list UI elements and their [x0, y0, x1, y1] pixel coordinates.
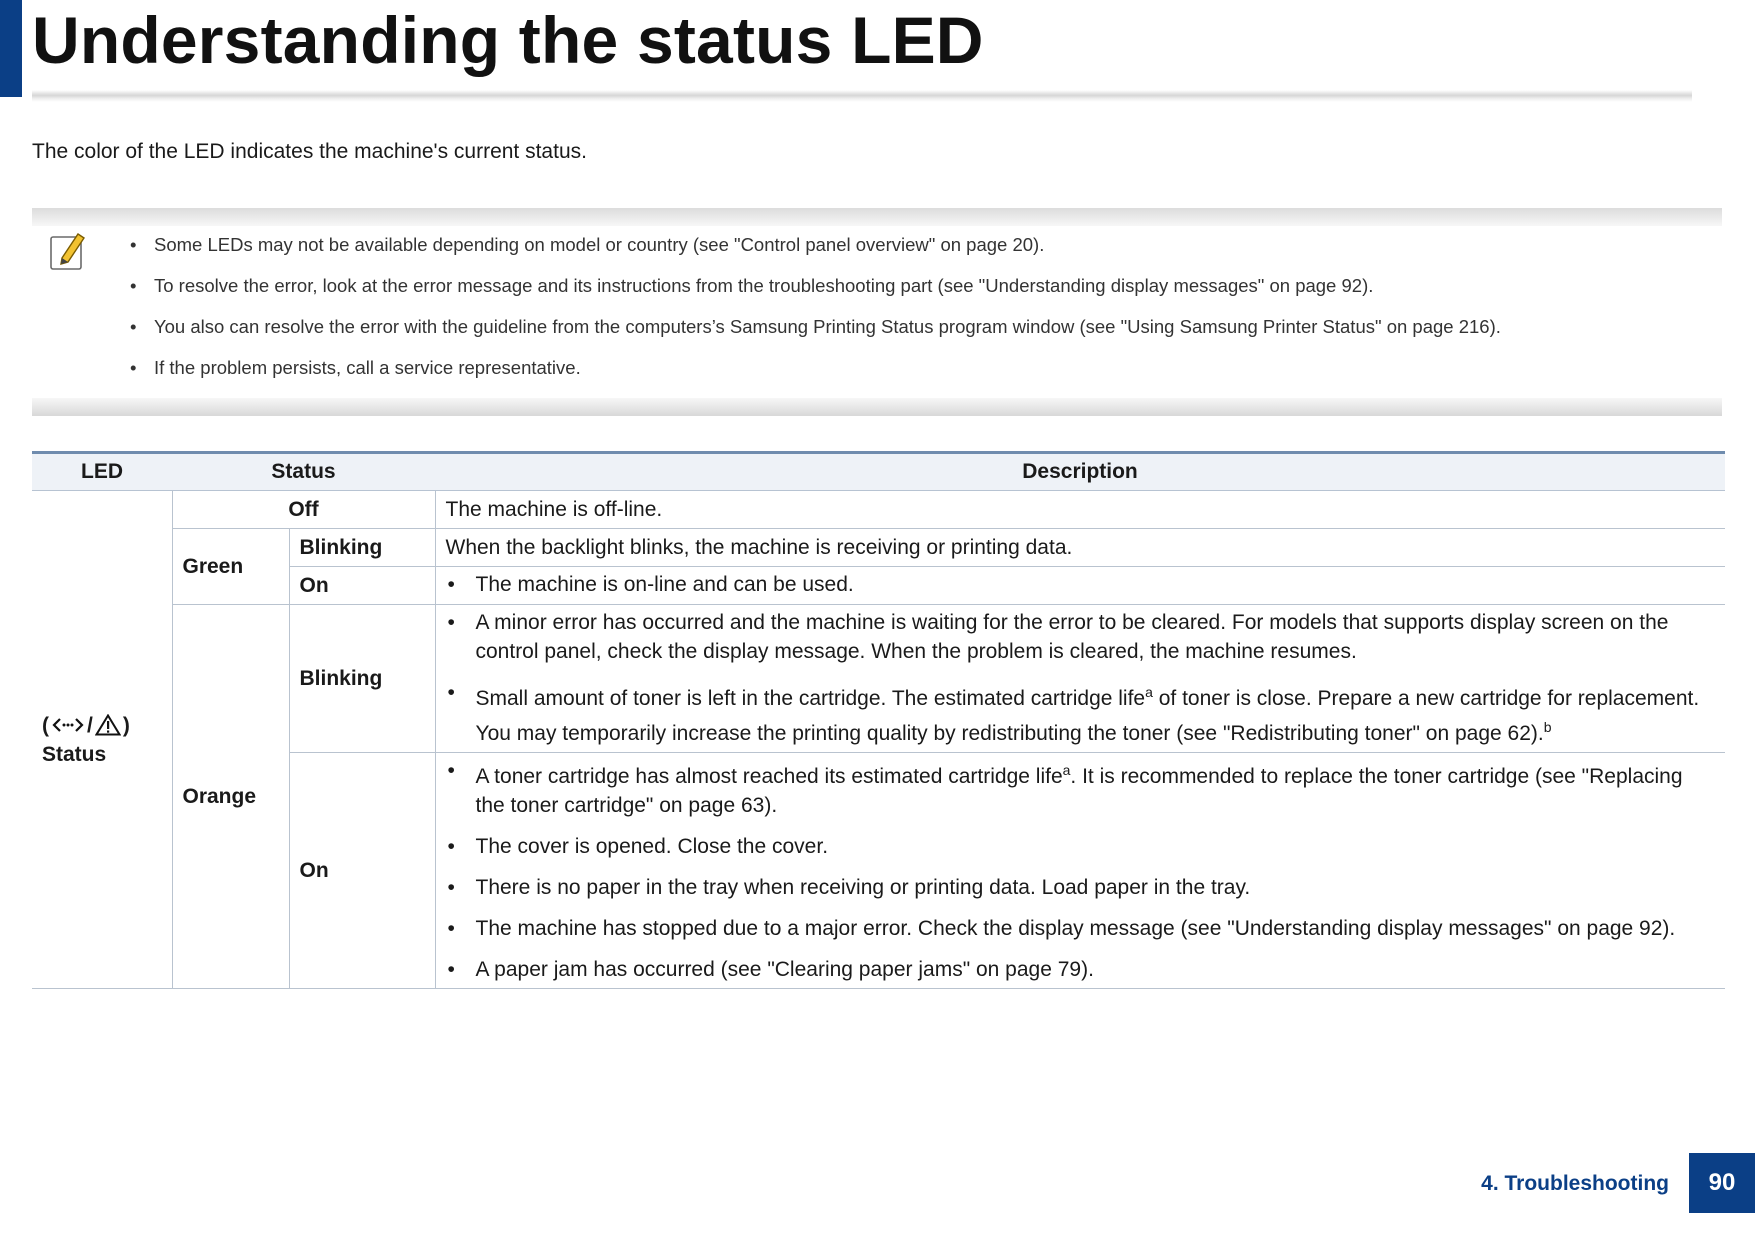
header-status: Status	[172, 453, 435, 491]
footnote-ref: a	[1145, 684, 1153, 700]
note-item: • You also can resolve the error with the guideline from the computers’s Samsung Printing Status program window (see "Using Samsung Printer Status" on page 216).	[124, 316, 1501, 338]
header-led: LED	[32, 453, 172, 491]
note-pencil-icon	[48, 228, 88, 274]
list-item: • A paper jam has occurred (see "Clearing paper jams" on page 79).	[446, 955, 1716, 984]
note-box	[32, 208, 1722, 416]
description-orange-blinking	[435, 605, 1725, 753]
note-item: • If the problem persists, call a service representative.	[124, 357, 1501, 379]
table-header-row	[32, 453, 1725, 491]
state-orange-on: On	[289, 753, 435, 989]
footnote-ref: b	[1543, 719, 1552, 735]
description-green-blinking: When the backlight blinks, the machine is receiving or printing data.	[435, 529, 1725, 567]
list-item	[446, 678, 1716, 748]
description-off: The machine is off-line.	[435, 491, 1725, 529]
header-description: Description	[435, 453, 1725, 491]
list-item: • The machine has stopped due to a major error. Check the display message (see "Understanding display messages" on page 92).	[446, 914, 1716, 943]
led-status-table	[32, 451, 1725, 989]
bullet-text: A toner cartridge has almost reached its estimated cartridge life	[475, 765, 1063, 788]
bullet-text: . It is recommended to replace the toner cartridge (see "Replacing the toner cartridge" on page 63).	[475, 765, 1683, 817]
status-off: Off	[172, 491, 435, 529]
table-row	[32, 529, 1725, 567]
status-green: Green	[172, 529, 289, 605]
title-accent-bar	[0, 0, 22, 97]
wireless-arrows-icon	[51, 715, 85, 735]
led-label: Status	[42, 742, 107, 766]
title-divider	[32, 90, 1692, 102]
list-item: • The machine is on-line and can be used.	[446, 570, 1716, 599]
close-paren: )	[122, 713, 130, 737]
table-row	[32, 605, 1725, 753]
bullet-text: of toner is close. Prepare a new cartridge for replacement. You may temporarily increase the printing quality by redistributing the toner (see "Redistributing toner" on page 62).	[475, 687, 1700, 745]
intro-text: The color of the LED indicates the machine's current status.	[32, 140, 587, 163]
warning-triangle-icon	[95, 714, 121, 736]
list-item: • A minor error has occurred and the machine is waiting for the error to be cleared. For models that supports display screen on the control panel, check the display message. When the problem is cleared, the machine resumes.	[446, 608, 1716, 666]
note-item: • Some LEDs may not be available depending on model or country (see "Control panel overview" on page 20).	[124, 234, 1501, 256]
list-item: • There is no paper in the tray when receiving or printing data. Load paper in the tray.	[446, 873, 1716, 902]
led-icons	[42, 711, 130, 740]
description-green-on	[435, 567, 1725, 605]
footer-section-label: 4. Troubleshooting	[1481, 1172, 1669, 1195]
state-orange-blinking: Blinking	[289, 605, 435, 753]
led-separator: /	[87, 713, 93, 737]
open-paren: (	[42, 713, 49, 737]
table-row	[32, 491, 1725, 529]
list-item	[446, 756, 1716, 820]
note-item: • To resolve the error, look at the error message and its instructions from the troubleshooting part (see "Understanding display messages" on page 92).	[124, 275, 1501, 297]
list-item: • The cover is opened. Close the cover.	[446, 832, 1716, 861]
page-number: 90	[1689, 1153, 1755, 1213]
state-green-blinking: Blinking	[289, 529, 435, 567]
status-orange: Orange	[172, 605, 289, 989]
note-bottom-band	[32, 398, 1722, 416]
description-orange-on	[435, 753, 1725, 989]
page-title: Understanding the status LED	[32, 3, 984, 77]
state-green-on: On	[289, 567, 435, 605]
footnote-ref: a	[1062, 762, 1071, 778]
note-top-band	[32, 208, 1722, 226]
bullet-text: Small amount of toner is left in the cartridge. The estimated cartridge life	[475, 687, 1146, 710]
led-cell	[32, 491, 172, 989]
note-list	[124, 234, 1501, 398]
